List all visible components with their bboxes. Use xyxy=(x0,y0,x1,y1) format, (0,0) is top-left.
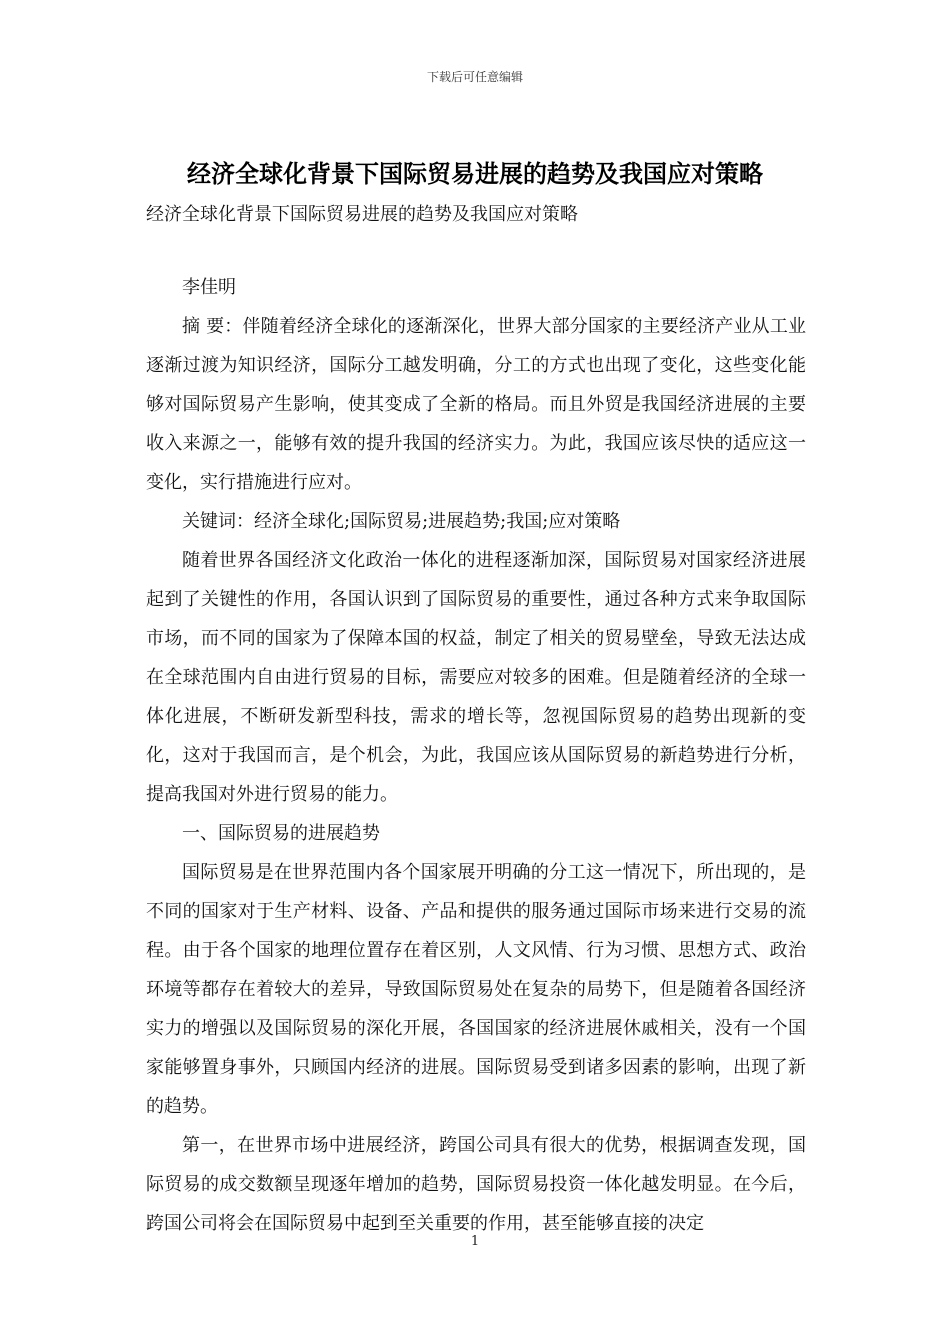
intro-paragraph: 随着世界各国经济文化政治一体化的进程逐渐加深，国际贸易对国家经济进展起到了关键性的作用，各国认识到了国际贸易的重要性，通过各种方式来争取国际市场，而不同的国家为了保障本国的权益，制定了相关的贸易壁垒，导致无法达成在全球范围内自由进行贸易的目标，需要应对较多的困难。但是随着经济的全球一体化进展，不断研发新型科技，需求的增长等，忽视国际贸易的趋势出现新的变化，这对于我国而言，是个机会，为此，我国应该从国际贸易的新趋势进行分析，提高我国对外进行贸易的能力。 xyxy=(146,550,806,805)
page-number: 1 xyxy=(470,1234,480,1249)
keywords-line: 关键词：经济全球化;国际贸易;进展趋势;我国;应对策略 xyxy=(182,511,621,532)
body-paragraph: 第一，在世界市场中进展经济，跨国公司具有很大的优势，根据调查发现，国际贸易的成交数额呈现逐年增加的趋势，国际贸易投资一体化越发明显。在今后，跨国公司将会在国际贸易中起到至关重要的作用，甚至能够直接的决定 xyxy=(146,1135,806,1234)
document-body xyxy=(146,268,806,1243)
document-subtitle: 经济全球化背景下国际贸易进展的趋势及我国应对策略 xyxy=(146,204,578,225)
header-note: 下载后可任意编辑 xyxy=(426,70,523,84)
abstract-paragraph: 摘 要：伴随着经济全球化的逐渐深化，世界大部分国家的主要经济产业从工业逐渐过渡为知识经济，国际分工越发明确，分工的方式也出现了变化，这些变化能够对国际贸易产生影响，使其变成了全新的格局。而且外贸是我国经济进展的主要收入来源之一，能够有效的提升我国的经济实力。为此，我国应该尽快的适应这一变化，实行措施进行应对。 xyxy=(146,316,806,493)
document-title: 经济全球化背景下国际贸易进展的趋势及我国应对策略 xyxy=(187,159,763,188)
author-line: 李佳明 xyxy=(182,277,236,298)
body-paragraph: 国际贸易是在世界范围内各个国家展开明确的分工这一情况下，所出现的，是不同的国家对于生产材料、设备、产品和提供的服务通过国际市场来进行交易的流程。由于各个国家的地理位置存在着区别，人文风情、行为习惯、思想方式、政治环境等都存在着较大的差异，导致国际贸易处在复杂的局势下，但是随着各国经济实力的增强以及国际贸易的深化开展，各国国家的经济进展休戚相关，没有一个国家能够置身事外，只顾国内经济的进展。国际贸易受到诸多因素的影响，出现了新的趋势。 xyxy=(146,862,806,1117)
section-heading: 一、国际贸易的进展趋势 xyxy=(182,823,380,844)
